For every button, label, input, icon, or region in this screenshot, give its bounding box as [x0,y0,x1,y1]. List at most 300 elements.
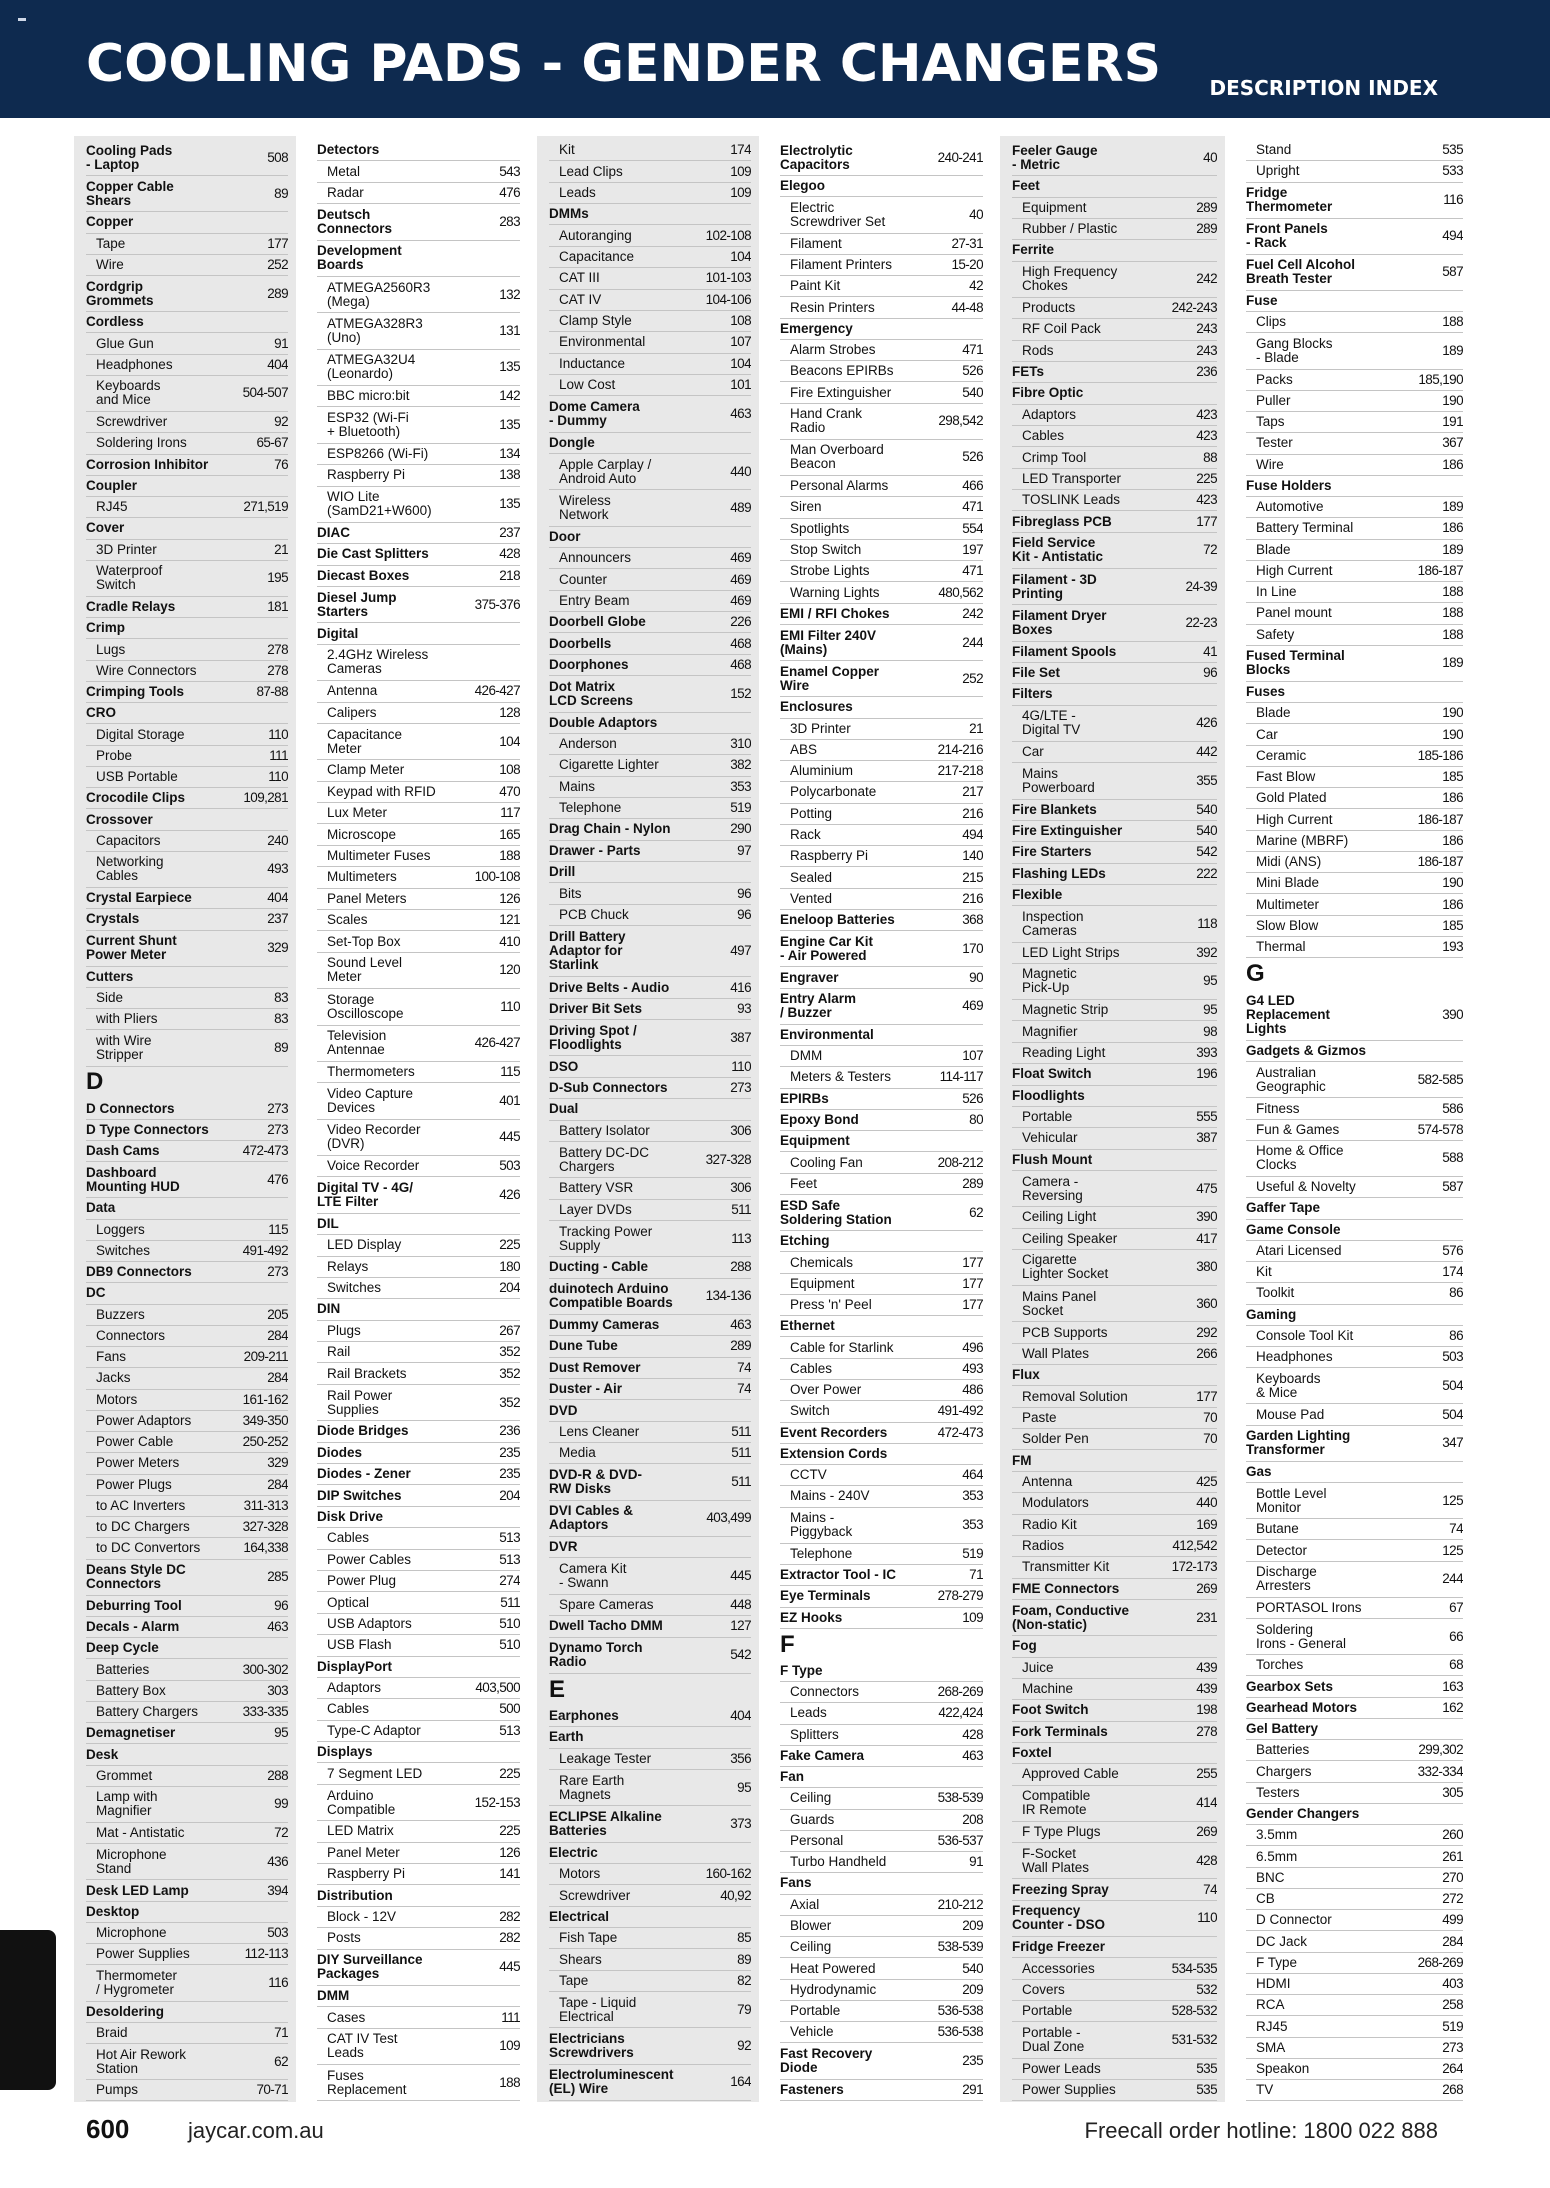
index-entry [317,1083,520,1119]
index-entry [86,140,288,176]
entry-page: 111 [269,747,288,763]
entry-page: 267 [499,1322,520,1338]
entry-page: 588 [1442,1150,1463,1166]
entry-page: 266 [1196,1345,1217,1361]
entry-page: 526 [962,1090,983,1106]
entry-label: Desk LED Lamp [86,1882,189,1898]
entry-page: 141 [499,1866,520,1882]
entry-label: Slow Blow [1256,917,1319,933]
index-entry [86,540,288,561]
entry-label: ATMEGA32U4 (Leonardo) [327,352,416,382]
index-entry [780,1586,983,1607]
entry-page: 172-173 [1171,1559,1217,1575]
entry-label: Fibre Optic [1012,385,1084,401]
entry-label: Foxtel [1012,1745,1052,1761]
entry-label: Drive Belts - Audio [549,979,670,995]
entry-page: 469 [730,550,751,566]
entry-label: Foam, Conductive (Non-static) [1012,1602,1130,1632]
entry-page: 382 [730,757,751,773]
index-entry [1012,1250,1217,1286]
index-entry [86,2044,288,2080]
entry-page: 101 [730,377,751,393]
entry-label: Fish Tape [559,1930,618,1946]
index-entry [549,1616,751,1637]
index-entry [317,1385,520,1421]
entry-label: 7 Segment LED [327,1765,423,1781]
entry-label: D-Sub Connectors [549,1079,668,1095]
entry-page: 401 [499,1092,520,1108]
index-entry [317,1885,520,1906]
index-entry [549,1907,751,1928]
entry-label: Dune Tube [549,1338,618,1354]
entry-page: 191 [1442,414,1463,430]
entry-page: 177 [267,235,288,251]
entry-label: Cables [790,1360,833,1376]
entry-label: Filament - 3D Printing [1012,571,1097,601]
entry-label: Electric [549,1844,598,1860]
entry-label: Calipers [327,704,377,720]
index-entry [549,1638,751,1674]
entry-label: Portable [1022,1109,1073,1125]
entry-label: Sound Level Meter [327,955,403,985]
index-entry [549,1706,751,1727]
entry-page: 291 [962,2081,983,2097]
index-entry [1246,703,1463,724]
entry-page: 535 [1196,2060,1217,2076]
index-entry [317,931,520,952]
entry-page: 218 [499,567,520,583]
entry-label: Camera - Reversing [1022,1173,1083,1203]
index-entry [549,1928,751,1949]
index-entry [86,497,288,518]
index-entry [86,682,288,703]
index-entry [1012,1937,1217,1958]
index-entry [86,703,288,724]
entry-label: Eye Terminals [780,1588,871,1604]
index-entry [780,440,983,476]
entry-page: 329 [267,1455,288,1471]
entry-label: Radios [1022,1538,1065,1554]
entry-label: Power Supplies [1022,2082,1116,2098]
entry-label: Butane [1256,1521,1299,1537]
entry-page: 494 [1442,228,1463,244]
entry-label: Crystal Earpiece [86,890,192,906]
entry-page: 360 [1196,1295,1217,1311]
index-entry [780,1423,983,1444]
entry-label: Diecast Boxes [317,567,410,583]
entry-label: CB [1256,1891,1275,1907]
entry-label: Testers [1256,1784,1300,1800]
index-entry [317,1363,520,1384]
index-entry [86,1638,288,1659]
entry-page: 186 [1442,832,1463,848]
entry-label: PCB Supports [1022,1324,1108,1340]
entry-page: 414 [1196,1795,1217,1811]
index-entry [317,1592,520,1613]
entry-label: Dongle [549,434,595,450]
index-column [768,136,991,2102]
entry-page: 260 [1442,1827,1463,1843]
entry-page: 138 [499,467,520,483]
entry-page: 177 [1196,513,1217,529]
entry-label: Drawer - Parts [549,842,641,858]
entry-label: Switches [96,1242,151,1258]
index-entry [1012,1365,1217,1386]
index-entry [317,1485,520,1506]
entry-label: Axial [790,1896,820,1912]
entry-page: 534-535 [1171,1960,1217,1976]
entry-label: Frequency Counter - DSO [1012,1903,1105,1933]
entry-label: Modulators [1022,1495,1089,1511]
entry-label: Fridge Freezer [1012,1939,1106,1955]
entry-label: CRO [86,705,116,721]
index-entry [86,788,288,809]
index-entry [1012,842,1217,863]
entry-label: Rack [790,827,821,842]
entry-page: 299,302 [1418,1742,1463,1758]
entry-label: Arduino Compatible [327,1787,396,1817]
index-entry [1012,319,1217,340]
entry-label: Buzzers [96,1306,145,1322]
entry-page: 113 [731,1230,751,1246]
entry-label: Battery VSR [559,1180,634,1196]
entry-page: 273 [267,1121,288,1137]
index-entry [1012,1786,1217,1822]
index-entry [1246,1262,1463,1283]
entry-page: 511 [731,1445,751,1461]
index-entry [1246,1953,1463,1974]
entry-page: 40,92 [720,1887,751,1903]
entry-label: Feeler Gauge - Metric [1012,142,1098,172]
entry-page: 62 [274,2053,288,2069]
index-entry [1012,1743,1217,1764]
index-entry [780,1916,983,1937]
entry-page: 120 [499,962,520,978]
index-entry [1246,1062,1463,1098]
entry-page: 174 [730,142,751,158]
entry-label: BBC micro:bit [327,388,410,404]
entry-page: 209 [962,1918,983,1934]
entry-label: Rail Power Supplies [327,1387,393,1417]
index-entry [1246,1910,1463,1931]
index-entry [317,889,520,910]
index-entry [549,1200,751,1221]
entry-page: 471 [962,499,983,515]
entry-label: Networking Cables [96,854,164,884]
index-entry [549,1379,751,1400]
entry-page: 504-507 [242,385,288,401]
entry-page: 188 [499,848,520,864]
entry-page: 244 [1442,1571,1463,1587]
entry-page: 72 [1203,542,1217,558]
entry-page: 489 [730,499,751,515]
entry-label: High Current [1256,562,1333,578]
entry-label: Fire Starters [1012,844,1092,860]
entry-label: Crimp Tool [1022,449,1087,465]
index-entry [549,591,751,612]
index-entry [780,1231,983,1252]
index-entry [86,1390,288,1411]
index-entry [549,977,751,998]
entry-label: Leads [559,184,596,200]
entry-page: 268-269 [937,1684,983,1700]
entry-label: Screwdriver [96,414,168,430]
entry-label: Juice [1022,1659,1054,1675]
index-entry [780,197,983,233]
entry-label: Driving Spot / Floodlights [549,1022,637,1052]
index-entry [549,1595,751,1616]
entry-label: Panel Meters [327,890,407,906]
entry-label: Layer DVDs [559,1201,632,1217]
entry-label: Copper Cable Shears [86,178,174,208]
entry-label: Switches [327,1280,382,1296]
entry-page: 128 [499,704,520,720]
entry-page: 235 [499,1466,520,1482]
index-entry [780,176,983,197]
index-entry [317,782,520,803]
entry-label: Digital Storage [96,726,185,742]
index-entry [1012,2059,1217,2080]
entry-page: 367 [1442,435,1463,451]
entry-page: 428 [962,1726,983,1742]
index-entry [1246,412,1463,433]
entry-label: RF Coil Pack [1022,321,1101,337]
entry-page: 110 [500,998,520,1014]
entry-label: Ferrite [1012,242,1055,258]
entry-page: 226 [730,614,751,630]
entry-page: 21 [274,541,288,557]
entry-page: 470 [499,783,520,799]
entry-page: 471 [962,563,983,579]
index-entry [1012,1843,1217,1879]
entry-page: 117 [500,805,520,821]
entry-page: 283 [499,213,520,229]
entry-label: Flexible [1012,887,1063,903]
entry-label: Shears [559,1951,602,1967]
index-entry [780,340,983,361]
section-letter [1246,958,1463,990]
index-entry [1246,1619,1463,1655]
index-entry [549,777,751,798]
entry-page: 493 [267,861,288,877]
entry-label: Multimeter Fuses [327,848,431,864]
index-entry [317,587,520,623]
entry-page: 368 [962,912,983,928]
index-entry [549,2028,751,2064]
entry-page: 98 [1203,1023,1217,1039]
entry-label: Portable [1022,2003,1073,2019]
index-entry [317,1907,520,1928]
index-entry [1012,1764,1217,1785]
index-entry [1246,1098,1463,1119]
entry-label: Motors [559,1866,601,1882]
entry-page: 497 [730,943,751,959]
index-entry [1012,140,1217,176]
entry-page: 89 [274,1039,288,1055]
entry-label: Capacitors [96,832,161,848]
index-entry [1246,852,1463,873]
index-entry [1012,1229,1217,1250]
index-entry [780,1465,983,1486]
entry-page: 217-218 [937,763,983,779]
entry-label: Fasteners [780,2081,844,2097]
entry-page: 70 [1203,1409,1217,1425]
index-entry [1012,800,1217,821]
entry-page: 531-532 [1171,2032,1217,2048]
entry-label: Diodes [317,1444,363,1460]
entry-page: 92 [737,2038,751,2054]
index-entry [86,1744,288,1765]
index-entry [86,988,288,1009]
entry-page: 289 [730,1338,751,1354]
index-entry [1246,183,1463,219]
index-entry [1246,1783,1463,1804]
entry-page: 535 [1196,2082,1217,2098]
index-entry [1012,1286,1217,1322]
entry-label: Resin Printers [790,299,875,315]
index-entry [86,1347,288,1368]
entry-label: Raspberry Pi [327,1866,406,1882]
index-entry [1246,1889,1463,1910]
index-entry [86,1009,288,1030]
entry-label: Portable - Dual Zone [1022,2025,1085,2055]
entry-label: Car [1022,744,1044,760]
entry-label: Fast Blow [1256,769,1316,784]
entry-label: Enamel Copper Wire [780,663,880,693]
entry-page: 513 [499,1722,520,1738]
entry-page: 445 [730,1568,751,1584]
entry-label: Ceiling Light [1022,1209,1097,1225]
entry-page: 273 [1442,2039,1463,2055]
entry-label: Video Capture Devices [327,1085,414,1115]
entry-page: 165 [499,826,520,842]
entry-label: Rail Brackets [327,1365,407,1381]
entry-label: RCA [1256,1997,1285,2013]
entry-page: 104 [730,355,751,371]
entry-label: Inspection Cameras [1022,908,1084,938]
entry-label: PORTASOL Irons [1256,1599,1362,1615]
entry-label: Braid [96,2024,128,2040]
entry-label: Gold Plated [1256,790,1327,806]
index-entry [1246,1426,1463,1462]
entry-page: 95 [1203,1002,1217,1018]
index-entry [1246,1462,1463,1483]
index-entry [780,1852,983,1873]
index-entry [1012,490,1217,511]
entry-page: 109 [730,163,751,179]
index-entry [1012,684,1217,705]
entry-label: G4 LED Replacement Lights [1246,993,1331,1036]
entry-page: 439 [1196,1659,1217,1675]
entry-page: 72 [274,1825,288,1841]
entry-label: Detector [1256,1542,1308,1558]
entry-label: Rail [327,1344,351,1360]
index-entry [1246,1220,1463,1241]
entry-label: LED Matrix [327,1823,394,1839]
index-entry [1012,2001,1217,2022]
entry-page: 410 [499,933,520,949]
entry-page: 162 [1442,1699,1463,1715]
index-entry [549,1971,751,1992]
index-entry [86,1030,288,1066]
entry-page: 500 [499,1701,520,1717]
entry-page: 519 [730,800,751,816]
index-entry [317,544,520,565]
entry-label: D Connectors [86,1100,175,1116]
index-entry [317,1950,520,1986]
entry-page: 104-106 [705,291,751,307]
entry-page: 115 [268,1221,288,1237]
entry-label: Power Cables [327,1551,412,1567]
index-entry [1012,1557,1217,1578]
index-entry [549,1400,751,1421]
entry-page: 272 [1442,1891,1463,1907]
index-column [74,136,296,2102]
index-entry [1246,894,1463,915]
index-entry [1246,1761,1463,1782]
entry-page: 540 [962,1960,983,1976]
menu-icon [18,18,26,21]
index-entry [549,1178,751,1199]
index-entry [1012,1679,1217,1700]
index-entry [86,355,288,376]
entry-label: Deep Cycle [86,1640,159,1656]
index-entry [1012,1700,1217,1721]
index-entry [86,1162,288,1198]
entry-label: Vehicle [790,2024,834,2040]
index-entry [1246,1483,1463,1519]
entry-label: Chemicals [790,1254,854,1270]
index-entry [780,867,983,888]
entry-page: 289 [1196,221,1217,237]
entry-label: Raspberry Pi [790,848,869,864]
entry-page: 80 [969,1112,983,1127]
entry-page: 186 [1442,790,1463,806]
entry-page: 439 [1196,1681,1217,1697]
entry-page: 445 [499,1959,520,1975]
entry-page: 466 [962,478,983,494]
index-entry [317,1821,520,1842]
entry-page: 442 [1196,744,1217,760]
entry-label: Counter [559,571,608,587]
entry-page: 15-20 [951,257,983,272]
index-entry [549,905,751,926]
entry-label: Equipment [790,1275,855,1291]
entry-page: 404 [267,356,288,372]
index-entry [1246,219,1463,255]
index-entry [317,1699,520,1720]
index-entry [317,1299,520,1320]
entry-label: Displays [317,1744,373,1760]
index-entry [86,1538,288,1559]
entry-page: 68 [1449,1657,1463,1673]
index-entry [86,831,288,852]
entry-label: Over Power [790,1382,862,1398]
entry-label: Development Boards [317,243,402,273]
index-entry [317,1864,520,1885]
entry-label: DIL [317,1215,339,1231]
index-entry [317,1278,520,1299]
index-entry [549,1336,751,1357]
entry-label: Feet [1012,178,1040,194]
index-entry [1246,1655,1463,1676]
entry-page: 278 [1196,1723,1217,1739]
entry-label: Cigarette Lighter [559,757,659,773]
index-entry [780,1316,983,1337]
entry-page: 464 [962,1467,983,1483]
entry-label: Extension Cords [780,1445,888,1461]
page-subtitle: DESCRIPTION INDEX [1209,76,1438,100]
